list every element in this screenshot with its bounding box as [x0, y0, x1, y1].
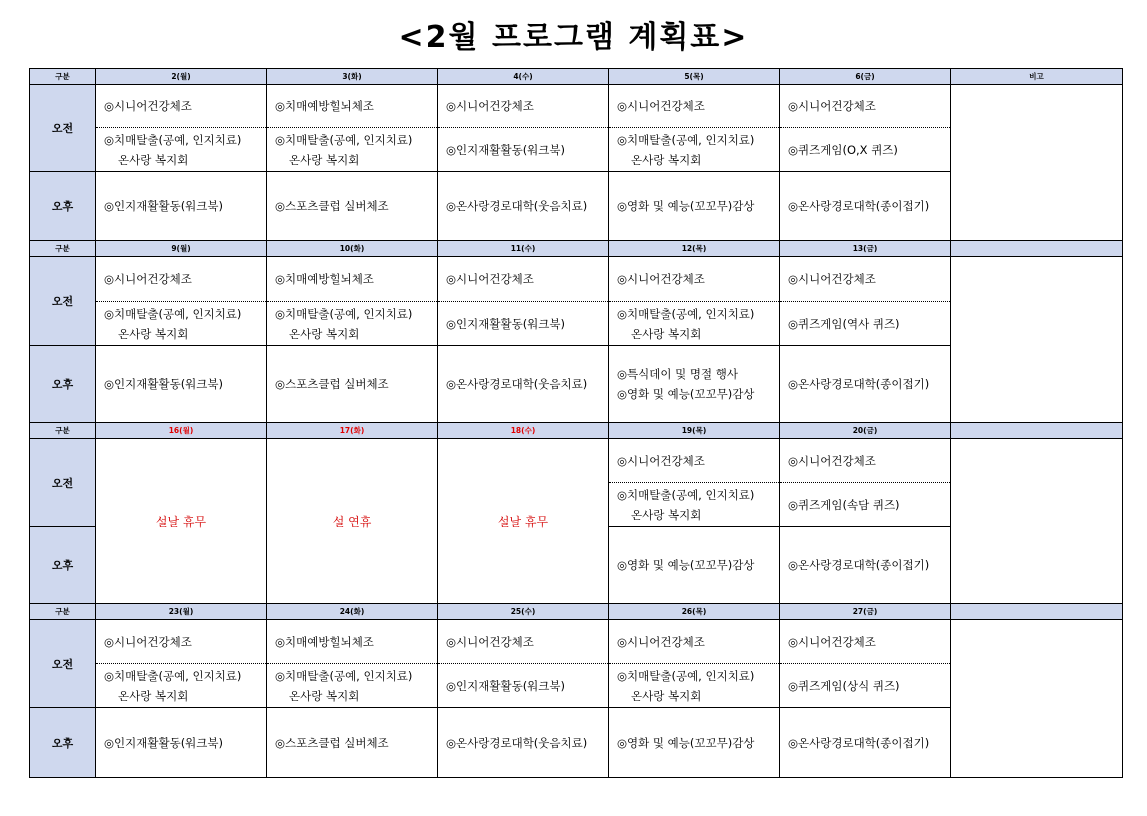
program-line: ◎치매탈출(공예, 인지치료) [617, 306, 755, 321]
program-line: ◎영화 및 예능(꼬꼬무)감상 [617, 735, 755, 750]
header-label: 구분 [30, 241, 96, 257]
day-header: 24(화) [267, 604, 438, 620]
am-program-cell [438, 128, 609, 172]
program-line: 온사랑 복지회 [631, 326, 702, 341]
program-line: ◎온사랑경로대학(종이접기) [788, 199, 930, 213]
program-line: 온사랑 복지회 [631, 152, 702, 167]
day-header: 4(수) [438, 69, 609, 85]
am-program-cell [96, 302, 267, 346]
pm-program-cell [780, 527, 951, 604]
note-header [951, 423, 1123, 439]
program-line: ◎시니어건강체조 [617, 453, 705, 468]
am-program-cell [780, 664, 951, 708]
am-program-cell [609, 483, 780, 527]
am-program-cell [438, 620, 609, 664]
program-line: ◎온사랑경로대학(웃음치료) [446, 377, 588, 391]
day-header: 20(금) [780, 423, 951, 439]
pm-program-cell [438, 172, 609, 241]
program-line: ◎시니어건강체조 [104, 634, 192, 649]
day-header: 6(금) [780, 69, 951, 85]
pm-program-cell [780, 172, 951, 241]
pm-program-cell [96, 708, 267, 778]
program-line: ◎온사랑경로대학(종이접기) [788, 377, 930, 391]
am-program-cell [780, 85, 951, 128]
week-header-row [30, 423, 1123, 439]
am-program-cell [267, 257, 438, 302]
pm-program-cell [609, 346, 780, 423]
program-line: ◎영화 및 예능(꼬꼬무)감상 [617, 387, 755, 401]
program-line: ◎온사랑경로대학(종이접기) [788, 558, 930, 572]
holiday-cell: 설날 휴무 [438, 439, 609, 604]
am-program-cell [780, 439, 951, 483]
note-cell [951, 620, 1123, 778]
program-line: ◎스포츠클럽 실버체조 [275, 199, 389, 213]
schedule-table [29, 68, 1123, 778]
program-line: ◎스포츠클럽 실버체조 [275, 377, 389, 391]
note-header [951, 604, 1123, 620]
program-line: 온사랑 복지회 [631, 688, 702, 703]
note-header [951, 241, 1123, 257]
holiday-cell: 설 연휴 [267, 439, 438, 604]
pm-program-cell [267, 708, 438, 778]
am-program-cell [780, 128, 951, 172]
program-line: ◎시니어건강체조 [104, 99, 192, 113]
program-line: ◎치매탈출(공예, 인지치료) [275, 668, 413, 683]
program-line: ◎온사랑경로대학(웃음치료) [446, 199, 588, 213]
note-cell [951, 85, 1123, 241]
program-line: 온사랑 복지회 [118, 326, 189, 341]
program-line: ◎퀴즈게임(속담 퀴즈) [788, 497, 900, 512]
program-line: ◎시니어건강체조 [446, 634, 534, 649]
program-line: 온사랑 복지회 [118, 688, 189, 703]
program-line: ◎시니어건강체조 [104, 272, 192, 286]
program-line: ◎시니어건강체조 [788, 453, 876, 468]
day-header: 19(목) [609, 423, 780, 439]
day-header: 9(월) [96, 241, 267, 257]
am-program-cell [438, 257, 609, 302]
program-line: ◎치매탈출(공예, 인지치료) [617, 132, 755, 147]
program-line: ◎인지재활활동(워크북) [446, 142, 565, 157]
am-program-cell [609, 257, 780, 302]
period-pm: 오후 [30, 172, 96, 241]
pm-program-cell [267, 172, 438, 241]
program-line: ◎온사랑경로대학(웃음치료) [446, 735, 588, 750]
week-header-row [30, 241, 1123, 257]
program-line: ◎인지재활활동(워크북) [104, 735, 223, 750]
program-line: 온사랑 복지회 [289, 688, 360, 703]
program-line: ◎시니어건강체조 [446, 99, 534, 113]
period-am: 오전 [30, 257, 96, 346]
program-line: ◎시니어건강체조 [788, 272, 876, 286]
am-program-cell [96, 664, 267, 708]
program-line: ◎시니어건강체조 [446, 272, 534, 286]
am-program-cell [438, 664, 609, 708]
day-header: 11(수) [438, 241, 609, 257]
program-line: ◎영화 및 예능(꼬꼬무)감상 [617, 199, 755, 213]
day-header: 17(화) [267, 423, 438, 439]
pm-program-cell [267, 346, 438, 423]
program-line: ◎치매예방힐뇌체조 [275, 272, 374, 286]
day-header: 18(수) [438, 423, 609, 439]
program-line: ◎치매탈출(공예, 인지치료) [104, 306, 242, 321]
program-line: ◎특식데이 및 명절 행사 [617, 367, 738, 381]
am-program-cell [438, 85, 609, 128]
program-line: ◎퀴즈게임(상식 퀴즈) [788, 678, 900, 693]
week-header-row [30, 604, 1123, 620]
day-header: 26(목) [609, 604, 780, 620]
program-line: 온사랑 복지회 [118, 152, 189, 167]
pm-program-cell [96, 346, 267, 423]
am-program-cell [780, 257, 951, 302]
program-line: ◎시니어건강체조 [788, 634, 876, 649]
pm-program-cell [780, 708, 951, 778]
am-program-cell [609, 620, 780, 664]
day-header: 3(화) [267, 69, 438, 85]
am-program-cell [780, 483, 951, 527]
pm-program-cell [609, 527, 780, 604]
program-line: ◎인지재활활동(워크북) [104, 199, 223, 213]
pm-program-cell [609, 172, 780, 241]
am-program-cell [609, 439, 780, 483]
program-line: ◎치매탈출(공예, 인지치료) [617, 668, 755, 683]
day-header: 13(금) [780, 241, 951, 257]
day-header: 5(목) [609, 69, 780, 85]
pm-program-cell [438, 346, 609, 423]
program-line: ◎치매탈출(공예, 인지치료) [104, 132, 242, 147]
program-line: ◎시니어건강체조 [788, 99, 876, 113]
note-cell [951, 257, 1123, 423]
period-pm: 오후 [30, 708, 96, 778]
day-header: 10(화) [267, 241, 438, 257]
am-program-cell [609, 302, 780, 346]
header-label: 구분 [30, 604, 96, 620]
period-am: 오전 [30, 439, 96, 527]
program-line: ◎시니어건강체조 [617, 99, 705, 113]
am-program-cell [780, 302, 951, 346]
week-header-row [30, 69, 1123, 85]
am-program-cell [438, 302, 609, 346]
program-line: 온사랑 복지회 [289, 326, 360, 341]
program-line: 온사랑 복지회 [289, 152, 360, 167]
program-line: ◎스포츠클럽 실버체조 [275, 735, 389, 750]
program-line: ◎인지재활활동(워크북) [104, 377, 223, 391]
note-cell [951, 439, 1123, 604]
am-row-1 [30, 85, 1123, 128]
program-line: ◎치매탈출(공예, 인지치료) [617, 487, 755, 502]
program-line: ◎온사랑경로대학(종이접기) [788, 735, 930, 750]
am-row-1 [30, 620, 1123, 664]
period-pm: 오후 [30, 527, 96, 604]
day-header: 25(수) [438, 604, 609, 620]
program-line: ◎치매탈출(공예, 인지치료) [104, 668, 242, 683]
pm-program-cell [780, 346, 951, 423]
program-line: ◎시니어건강체조 [617, 272, 705, 286]
program-line: ◎인지재활활동(워크북) [446, 678, 565, 693]
header-label: 구분 [30, 69, 96, 85]
period-am: 오전 [30, 620, 96, 708]
am-row-1 [30, 439, 1123, 483]
header-label: 구분 [30, 423, 96, 439]
program-line: 온사랑 복지회 [631, 507, 702, 522]
am-program-cell [609, 128, 780, 172]
program-line: ◎치매예방힐뇌체조 [275, 634, 374, 649]
program-line: ◎치매탈출(공예, 인지치료) [275, 306, 413, 321]
program-line: ◎시니어건강체조 [617, 634, 705, 649]
pm-program-cell [438, 708, 609, 778]
am-program-cell [96, 128, 267, 172]
day-header: 2(월) [96, 69, 267, 85]
program-line: ◎인지재활활동(워크북) [446, 316, 565, 331]
note-header: 비고 [951, 69, 1123, 85]
program-line: ◎퀴즈게임(역사 퀴즈) [788, 316, 900, 331]
am-program-cell [267, 302, 438, 346]
program-line: ◎영화 및 예능(꼬꼬무)감상 [617, 558, 755, 572]
program-line: ◎퀴즈게임(O,X 퀴즈) [788, 142, 898, 157]
period-pm: 오후 [30, 346, 96, 423]
day-header: 16(월) [96, 423, 267, 439]
am-program-cell [267, 620, 438, 664]
am-program-cell [267, 128, 438, 172]
am-program-cell [96, 257, 267, 302]
pm-program-cell [96, 172, 267, 241]
am-program-cell [609, 664, 780, 708]
am-row-1 [30, 257, 1123, 302]
day-header: 23(월) [96, 604, 267, 620]
day-header: 27(금) [780, 604, 951, 620]
am-program-cell [96, 85, 267, 128]
day-header: 12(목) [609, 241, 780, 257]
am-program-cell [96, 620, 267, 664]
pm-program-cell [609, 708, 780, 778]
am-program-cell [780, 620, 951, 664]
period-am: 오전 [30, 85, 96, 172]
page-title: <2월 프로그램 계획표> [398, 20, 749, 55]
program-line: ◎치매예방힐뇌체조 [275, 99, 374, 113]
program-line: ◎치매탈출(공예, 인지치료) [275, 132, 413, 147]
holiday-cell: 설날 휴무 [96, 439, 267, 604]
am-program-cell [609, 85, 780, 128]
am-program-cell [267, 664, 438, 708]
am-program-cell [267, 85, 438, 128]
